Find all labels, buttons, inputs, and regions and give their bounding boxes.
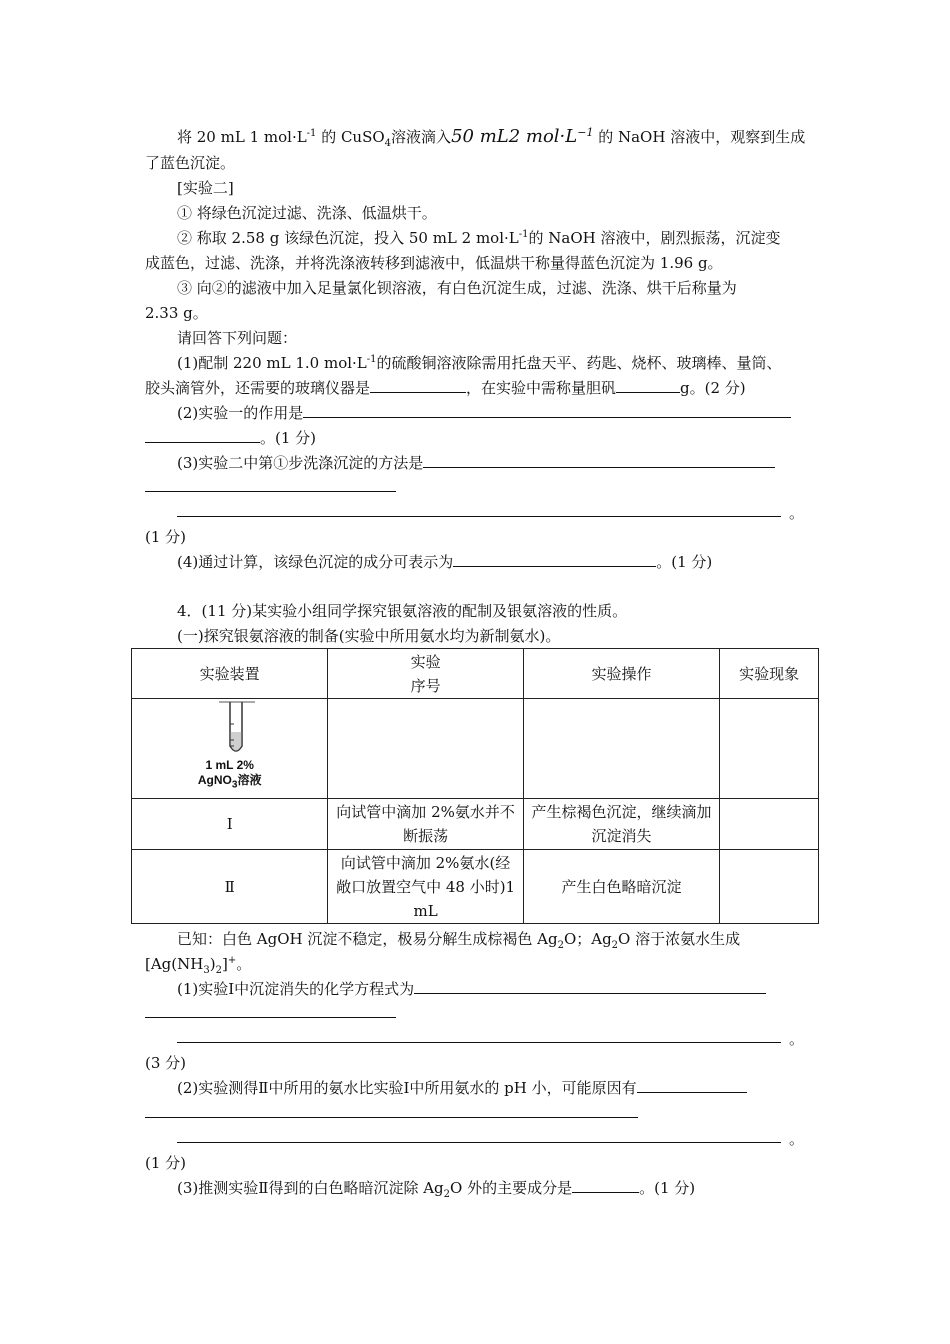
- answer-blank[interactable]: [370, 378, 466, 393]
- exp2-step3-line2: 2.33 g。: [145, 304, 208, 322]
- text: (1)配制 220 mL 1.0 mol·L: [177, 354, 367, 372]
- text: 4: [384, 138, 392, 149]
- p4-q1-line1: [177, 979, 766, 999]
- exp1-line2: 了蓝色沉淀。: [145, 154, 236, 172]
- empty-cell: [328, 699, 523, 799]
- text: (3)推测实验Ⅱ得到的白色略暗沉淀除 Ag: [177, 1179, 444, 1197]
- text: 将 20 mL 1 mol·L: [177, 128, 307, 146]
- apparatus-cell: [132, 699, 328, 799]
- empty-cell: [720, 850, 819, 924]
- text: 已知：白色 AgOH 沉淀不稳定，极易分解生成棕褐色 Ag: [177, 930, 558, 948]
- q1-line2: [145, 378, 746, 398]
- text: 2: [443, 1189, 451, 1200]
- text: [Ag(NH: [145, 955, 204, 973]
- exp2-step1: ① 将绿色沉淀过滤、洗涤、低温烘干。: [177, 204, 437, 222]
- known-line1: [177, 929, 740, 949]
- exp2-step2-line1: [177, 228, 780, 248]
- answer-blank[interactable]: [423, 453, 775, 468]
- text: -1: [366, 354, 377, 365]
- empty-cell: [720, 799, 819, 850]
- text: 的 CuSO: [316, 128, 385, 146]
- text: 。: [236, 955, 252, 973]
- exp2-step2-line2: 成蓝色，过滤、洗涤，并将洗涤液转移到滤液中，低温烘干称量得蓝色沉淀为 1.96 g。: [145, 254, 723, 272]
- text: 胶头滴管外，还需要的玻璃仪器是: [145, 379, 371, 397]
- q2-line1: [177, 403, 791, 423]
- text: ② 称取 2.58 g 该绿色沉淀，投入 50 mL 2 mol·L: [177, 229, 519, 247]
- text: 。(1 分): [639, 1179, 696, 1197]
- text: (2)实验一的作用是: [177, 404, 304, 422]
- answer-blank[interactable]: [303, 403, 791, 418]
- q2-line2: [145, 428, 316, 448]
- text: 3: [231, 778, 238, 790]
- answer-line[interactable]: [145, 1117, 638, 1118]
- text: 3: [203, 965, 210, 976]
- problem4-title: 4．(11 分)某实验小组同学探究银氨溶液的配制及银氨溶液的性质。: [177, 602, 628, 620]
- empty-cell: [720, 699, 819, 799]
- text: +: [227, 955, 237, 966]
- row-id: Ⅰ: [132, 799, 328, 850]
- answer-blank[interactable]: [616, 378, 680, 393]
- text: 2: [611, 940, 619, 951]
- exp1-line1: [177, 127, 805, 147]
- table-header: 实验现象: [720, 649, 819, 699]
- experiment-table: [131, 648, 819, 924]
- text: ]: [221, 955, 228, 973]
- questions-prompt: 请回答下列问题：: [177, 329, 298, 347]
- text: -1: [306, 128, 317, 139]
- tube-label-volume: 1 mL 2%: [205, 757, 254, 772]
- table-row: [132, 850, 819, 924]
- answer-line[interactable]: [145, 1017, 396, 1018]
- text: O；Ag: [563, 930, 612, 948]
- exp2-step3-line1: ③ 向②的滤液中加入足量氯化钡溶液，有白色沉淀生成，过滤、洗涤、烘干后称量为: [177, 279, 737, 297]
- p4-q3-line: [177, 1178, 695, 1198]
- test-tube-figure: [138, 700, 321, 798]
- text: (2)实验测得Ⅱ中所用的氨水比实验Ⅰ中所用氨水的 pH 小，可能原因有: [177, 1079, 637, 1097]
- text: (4)通过计算，该绿色沉淀的成分可表示为: [177, 553, 454, 571]
- answer-blank[interactable]: [453, 552, 656, 567]
- answer-line[interactable]: [177, 1142, 781, 1143]
- answer-line[interactable]: [145, 491, 396, 492]
- text: O 外的主要成分是: [450, 1179, 573, 1197]
- answer-blank[interactable]: [572, 1178, 639, 1193]
- operation-cell: 向试管中滴加 2%氨水并不断振荡: [328, 799, 523, 850]
- tube-label-solution: [138, 773, 321, 788]
- period: 。: [789, 1030, 805, 1048]
- exp2-title: [实验二]: [177, 179, 234, 197]
- known-line2: [145, 954, 251, 974]
- q4-line: [177, 552, 712, 572]
- table-header: 实验 序号: [328, 649, 523, 699]
- p4-q2-line1: [177, 1078, 747, 1098]
- answer-line[interactable]: [177, 516, 781, 517]
- table-row: [132, 699, 819, 799]
- q3-score: (1 分): [145, 528, 187, 546]
- period: 。: [789, 1130, 805, 1148]
- problem4-part1: (一)探究银氨溶液的制备(实验中所用氨水均为新制氨水)。: [177, 627, 561, 645]
- text: 的硫酸铜溶液除需用托盘天平、药匙、烧杯、玻璃棒、量筒、: [376, 354, 782, 372]
- table-header-row: [132, 649, 819, 699]
- p4-q1-score: (3 分): [145, 1054, 187, 1072]
- table-header: 实验操作: [523, 649, 719, 699]
- period: 。: [789, 504, 805, 522]
- text: ，在实验中需称量胆矾: [466, 379, 617, 397]
- q3-line1: [177, 453, 775, 473]
- math-superscript: −1: [577, 126, 594, 139]
- observation-cell: 产生白色略暗沉淀: [523, 850, 719, 924]
- text: -1: [518, 229, 529, 240]
- answer-line[interactable]: [177, 1042, 781, 1043]
- table-header: 实验装置: [132, 649, 328, 699]
- text: (1)实验Ⅰ中沉淀消失的化学方程式为: [177, 980, 415, 998]
- operation-cell: 向试管中滴加 2%氨水(经敞口放置空气中 48 小时)1 mL: [328, 850, 523, 924]
- answer-blank[interactable]: [414, 979, 766, 994]
- text: ): [209, 955, 216, 973]
- text: (3)实验二中第①步洗涤沉淀的方法是: [177, 454, 424, 472]
- q1-line1: [177, 353, 782, 373]
- answer-blank[interactable]: [637, 1078, 747, 1093]
- p4-q2-score: (1 分): [145, 1154, 187, 1172]
- text: 溶液: [237, 772, 262, 787]
- text: 溶液滴入: [391, 128, 452, 146]
- text: 2: [215, 965, 222, 976]
- math-expression: 50 mL2 mol·L: [451, 126, 578, 147]
- test-tube-icon: [217, 700, 257, 758]
- answer-blank[interactable]: [145, 428, 260, 443]
- text: 。(1 分): [656, 553, 713, 571]
- table-row: [132, 799, 819, 850]
- text: 的 NaOH 溶液中，观察到生成: [593, 128, 806, 146]
- row-id: Ⅱ: [132, 850, 328, 924]
- text: 2: [557, 940, 564, 951]
- text: 的 NaOH 溶液中，剧烈振荡，沉淀变: [528, 229, 781, 247]
- text: g。(2 分): [680, 379, 746, 397]
- text: AgNO: [197, 772, 232, 787]
- text: O 溶于浓氨水生成: [618, 930, 741, 948]
- text: 。(1 分): [260, 429, 317, 447]
- observation-cell: 产生棕褐色沉淀，继续滴加沉淀消失: [523, 799, 719, 850]
- empty-cell: [523, 699, 719, 799]
